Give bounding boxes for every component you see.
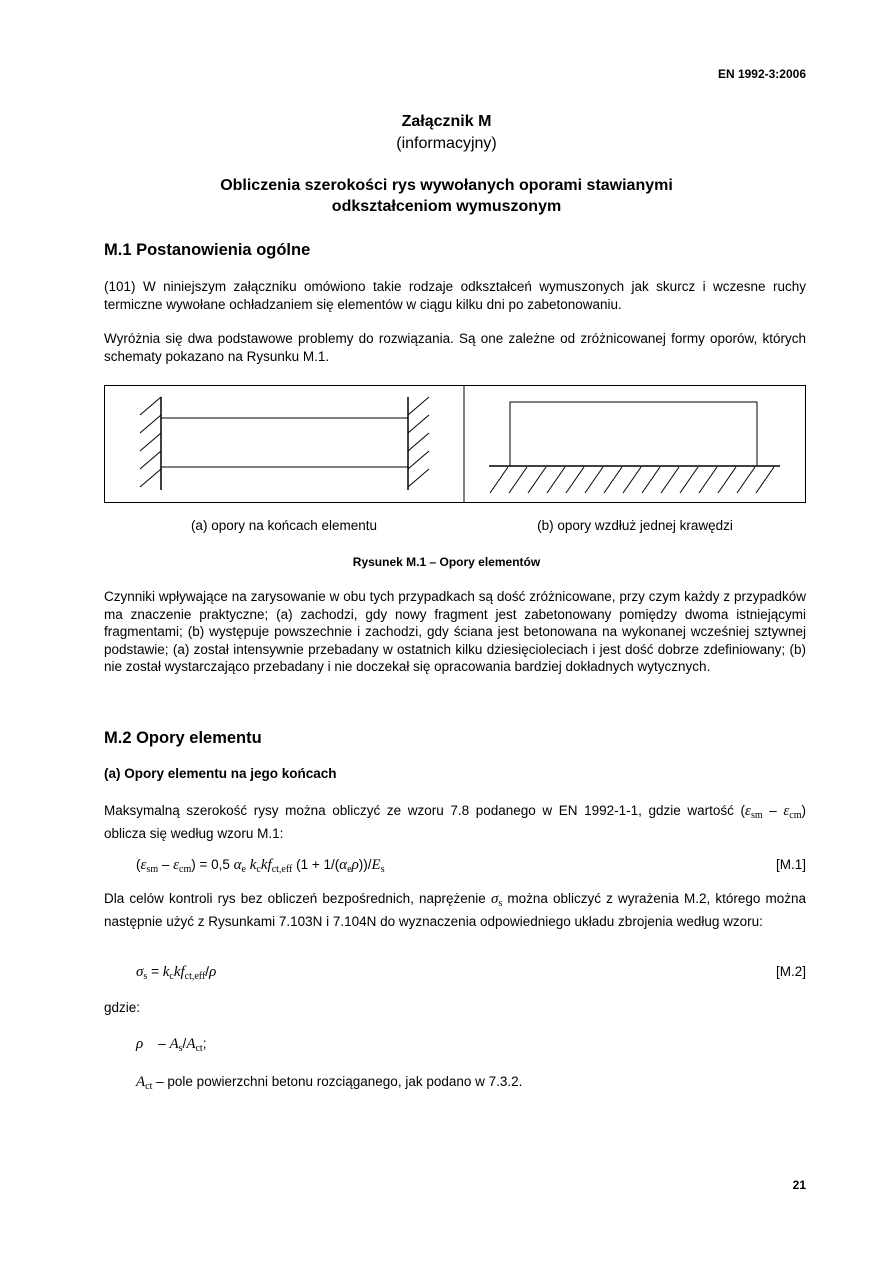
figure-caption-b: (b) opory wzdłuż jednej krawędzi — [537, 518, 733, 533]
equation-m1: $(\varepsilon_{sm} - \varepsilon_{cm}) = 0,5$ $\alpha_e$ $k_ckf_{ct,eff}$ $(1 + 1/(\alpha_e\rho))/E_s$ — [136, 857, 385, 875]
section-m2-subheading: (a) Opory elementu na jego końcach — [104, 766, 337, 781]
definition-rho: ρ – $A_s/A_{ct}$; — [136, 1036, 207, 1054]
symbol-eps-sm: ε — [745, 803, 751, 819]
section-m2-heading: M.2 Opory elementu — [104, 729, 262, 747]
para-text: ) oblicza się według wzoru M.1: — [104, 803, 806, 841]
section-m1-heading: M.1 Postanowienia ogólne — [104, 241, 311, 259]
section-m2-paragraph-1: Maksymalną szerokość rysy można obliczyć ze wzoru 7.8 podanego w EN 1992-1-1, gdzie wartość $(\varepsilon_{sm} - \varepsilon_{cm})$ oblicza się według wzoru M.1: — [104, 803, 806, 841]
figure-m1 — [104, 385, 806, 503]
definition-act: $A_{ct}$ – pole powierzchni betonu rozciąganego, jak podano w 7.3.2. — [136, 1074, 523, 1092]
sub: cm — [789, 810, 802, 821]
para-text: można obliczyć z wyrażenia M.2, którego można następnie użyć z Rysunkami 7.103N i 7.104N do wyznaczenia odpowiedniego układu zbrojenia według wzoru: — [104, 891, 807, 929]
equation-m1-label: [M.1] — [775, 857, 806, 872]
page-number: 21 — [792, 1178, 806, 1192]
definition-act-text: pole powierzchni betonu rozciąganego, jak podano w 7.3.2. — [167, 1074, 523, 1089]
document-title: Obliczenia szerokości rys wywołanych oporami stawianymi odkształceniom wymuszonym — [220, 177, 673, 215]
where-label: gdzie: — [104, 1000, 141, 1015]
section-m2-paragraph-2 — [104, 890, 806, 930]
base-hatching — [490, 467, 774, 493]
sub: sm — [750, 810, 763, 821]
symbol-sigma-s: σ — [490, 891, 499, 907]
symbol-eps-cm: ε — [783, 803, 790, 819]
section-m1-paragraph-2: Wyróżnia się dwa podstawowe problemy do rozwiązania. Są one zależne od zróżnicowanej formy oporów, których schematy pokazano na Rysunku M.1. — [104, 331, 806, 364]
document-code: EN 1992-3:2006 — [717, 67, 806, 81]
annex-title: Załącznik M — [401, 113, 492, 130]
left-wall-hatching — [140, 397, 161, 487]
sub: s — [498, 898, 503, 909]
para-text: Dla celów kontroli rys bez obliczeń bezpośrednich, naprężenie — [104, 891, 491, 906]
figure-m1-drawing — [104, 385, 806, 503]
figure-title: Rysunek M.1 – Opory elementów — [352, 555, 541, 569]
figure-frame — [105, 386, 806, 503]
wall-element — [510, 402, 757, 466]
section-m1-paragraph-3: Czynniki wpływające na zarysowanie w obu tych przypadkach są dość zróżnicowane, przy czym każdy z przypadków ma znaczenie praktyczne; (a) zachodzi, gdy nowy fragment jest zabetonowany pomiędzy dwoma istniejącymi fragmentami; (b) występuje powszechnie i zachodzi, gdy ściana jest betonowana na wykonanej wcześniej sztywnej podstawie; (a) został intensywnie przebadany w ostatnich kilku dziesięcioleciach i jest dość dobrze zdefiniowany; (b) nie został wystarczająco przebadany i nie doczekał się opracowania bardziej dokładnych wytycznych. — [104, 589, 806, 674]
para-text: Maksymalną szerokość rysy można obliczyć ze wzoru 7.8 podanego w EN 1992-1-1, gdzie wartość ( — [104, 803, 746, 818]
section-m1-paragraph-1: (101) W niniejszym załączniku omówiono takie rodzaje odkształceń wymuszonych jak skurcz i wczesne ruchy termiczne wywołane ochładzaniem się elementów w ciągu kilku dni po zabetonowaniu. — [104, 279, 806, 312]
figure-caption-a: (a) opory na końcach elementu — [190, 518, 378, 533]
equation-m2: $\sigma_s = k_ckf_{ct,eff}/\rho$ — [136, 964, 217, 982]
equation-m2-label: [M.2] — [775, 964, 806, 979]
annex-subtitle: (informacyjny) — [396, 135, 497, 152]
right-wall-hatching — [408, 397, 429, 487]
